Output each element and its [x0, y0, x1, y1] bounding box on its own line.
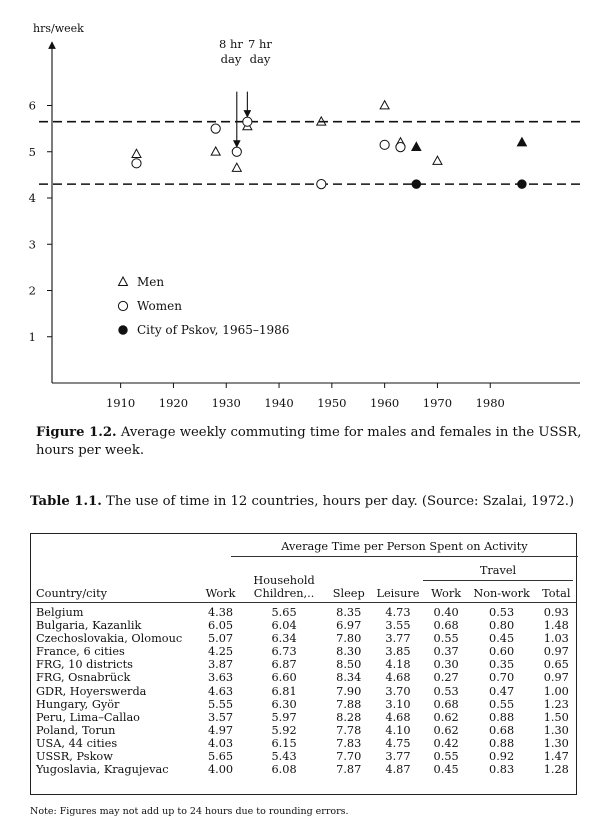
table-cell-value: 3.70	[385, 684, 411, 698]
table-cell-country: Yugoslavia, Kragujevac	[36, 763, 169, 777]
x-tick-label: 1960	[369, 396, 400, 410]
legend-pskov-marker	[119, 326, 127, 334]
pskov-men-point	[517, 138, 526, 146]
table-cell-value: 4.68	[385, 710, 411, 724]
table-cell-value: 0.93	[543, 606, 569, 619]
table-cell-value: 4.68	[385, 671, 411, 685]
table-row	[31, 603, 576, 620]
x-tick-label: 1970	[422, 396, 453, 410]
table-cell-value: 0.88	[489, 710, 515, 724]
table-cell-country: USSR, Pskow	[36, 750, 113, 764]
table-cell-value: 0.62	[433, 710, 459, 724]
table-cell-value: 3.87	[207, 658, 234, 672]
col-header-work: Work	[200, 574, 241, 603]
table-cell-value: 3.63	[207, 671, 234, 685]
table-cell-value: 0.55	[433, 632, 459, 646]
women-point	[317, 180, 326, 189]
table-cell-value: 1.03	[543, 632, 569, 646]
table-cell-value: 4.00	[207, 763, 234, 777]
table-cell-value: 5.65	[271, 606, 297, 619]
table-cell-value: 1.28	[543, 763, 569, 777]
table-cell-value: 7.70	[336, 750, 362, 764]
table-cell-value: 7.83	[336, 736, 362, 750]
table-cell-value: 0.42	[433, 736, 459, 750]
y-tick-label: 5	[28, 144, 36, 159]
table-cell-value: 0.80	[489, 619, 515, 633]
table-cell-value: 6.60	[271, 671, 297, 685]
table-cell-value: 0.68	[433, 697, 459, 711]
table-cell-value: 8.28	[336, 710, 362, 724]
table-cell-country: Poland, Torun	[36, 723, 116, 737]
annotation-8hr-line1: 8 hr	[219, 37, 243, 51]
table-cell-value: 6.87	[271, 658, 297, 672]
table-cell-value: 0.35	[489, 658, 515, 672]
annotation-7hr-line1: 7 hr	[248, 37, 272, 51]
table-cell-value: 0.45	[433, 763, 459, 777]
table-cell-country: USA, 44 cities	[36, 736, 118, 750]
legend-men-marker	[119, 277, 128, 286]
table-cell-value: 6.81	[271, 684, 297, 698]
y-tick-label: 6	[28, 98, 36, 113]
col-header-country: Country/city	[31, 574, 200, 603]
table-cell-country: Hungary, Györ	[36, 697, 120, 711]
col-header-household: Household Children,..	[241, 574, 327, 603]
table-caption	[30, 494, 586, 509]
table-cell-value: 0.37	[433, 645, 459, 659]
col-header-sleep: Sleep	[327, 574, 370, 603]
x-tick-label: 1950	[317, 396, 347, 410]
women-point	[132, 159, 141, 168]
table-cell-value: 0.60	[489, 645, 515, 659]
table-cell-value: 1.00	[543, 684, 569, 698]
table-cell-value: 0.88	[489, 736, 515, 750]
table-cell-value: 0.62	[433, 723, 459, 737]
table-cell-value: 8.30	[336, 645, 362, 659]
annotation-7hr-line2: day	[249, 52, 271, 66]
y-tick-label: 2	[28, 283, 36, 298]
table-cell-value: 0.47	[489, 684, 515, 698]
col-header-travel-total: Total	[537, 574, 576, 603]
table-cell-value: 4.75	[385, 736, 411, 750]
col-header-leisure: Leisure	[370, 574, 425, 603]
table-cell-value: 1.48	[543, 619, 569, 633]
data-points	[132, 101, 527, 189]
table-cell-value: 3.85	[385, 645, 411, 659]
table-cell-country: Peru, Lima–Callao	[36, 710, 140, 724]
table-cell-value: 3.55	[385, 619, 411, 633]
table-cell-country: Belgium	[36, 606, 84, 619]
table-cell-value: 0.40	[433, 606, 459, 619]
table-cell-value: 1.30	[543, 723, 569, 737]
table-row	[31, 685, 576, 698]
pskov-men-point	[412, 142, 421, 150]
table-cell-value: 0.65	[543, 658, 569, 672]
figure-caption-text: Average weekly commuting time for males and females in the USSR, hours per week.	[36, 425, 582, 458]
table-row	[31, 698, 576, 711]
pskov-women-point	[518, 180, 526, 188]
table-cell-value: 5.43	[271, 750, 297, 764]
table-cell-value: 7.90	[336, 684, 362, 698]
y-tick-label: 4	[28, 191, 36, 205]
table-row	[31, 737, 576, 750]
table-caption-label: Table 1.1.	[30, 494, 102, 509]
women-point	[243, 117, 252, 126]
table-cell-value: 8.34	[336, 671, 362, 685]
table-cell-value: 0.53	[489, 606, 515, 619]
table-cell-value: 0.55	[433, 750, 459, 764]
table-cell-value: 3.57	[207, 710, 234, 724]
time-use-table	[30, 533, 577, 795]
men-point	[211, 147, 220, 155]
table-row	[31, 619, 576, 632]
table-cell-value: 0.30	[433, 658, 459, 672]
table-cell-value: 0.68	[433, 619, 459, 633]
table-cell-value: 6.73	[271, 645, 297, 659]
x-tick-label: 1940	[264, 396, 294, 410]
women-point	[211, 124, 220, 133]
x-tick-label: 1980	[475, 396, 505, 410]
table-row	[31, 750, 576, 763]
table-cell-value: 0.27	[433, 671, 459, 685]
table-cell-value: 3.77	[385, 750, 411, 764]
table-cell-country: FRG, Osnabrück	[36, 671, 131, 685]
legend-women-label: Women	[137, 299, 182, 313]
legend	[118, 275, 289, 337]
table-cell-value: 0.53	[433, 684, 459, 698]
table-cell-value: 0.45	[489, 632, 515, 646]
table-cell-value: 5.55	[207, 697, 234, 711]
pskov-women-point	[412, 180, 420, 188]
table-header-row	[31, 574, 576, 603]
table-cell-country: Bulgaria, Kazanlik	[36, 619, 142, 633]
men-point	[132, 149, 141, 157]
table-note: Note: Figures may not add up to 24 hours due to rounding errors.	[30, 806, 349, 817]
table-cell-value: 4.38	[207, 606, 234, 619]
col-header-travel-nonwork: Non-work	[467, 574, 537, 603]
table-cell-value: 4.73	[385, 606, 411, 619]
table-cell-value: 6.08	[271, 763, 297, 777]
y-unit-label: hrs/week	[33, 22, 84, 35]
table-cell-value: 7.80	[336, 632, 362, 646]
table-row	[31, 724, 576, 737]
table-cell-country: France, 6 cities	[36, 645, 125, 659]
table-cell-value: 5.07	[207, 632, 234, 646]
table-cell-value: 6.04	[271, 619, 297, 633]
table-cell-value: 0.83	[489, 763, 515, 777]
men-point	[433, 156, 442, 164]
x-tick-label: 1910	[105, 396, 136, 410]
table-cell-value: 1.23	[543, 697, 569, 711]
table-cell-value: 4.87	[385, 763, 411, 777]
table-cell-value: 5.92	[271, 723, 297, 737]
table-row	[31, 711, 576, 724]
col-header-travel-work: Work	[426, 574, 467, 603]
annotation-8hr-line2: day	[220, 52, 242, 66]
legend-women-marker	[118, 301, 127, 310]
table-cell-value: 3.77	[385, 632, 411, 646]
table-cell-value: 8.35	[336, 606, 362, 619]
table-cell-country: FRG, 10 districts	[36, 658, 133, 672]
table-cell-value: 1.50	[543, 710, 569, 724]
y-tick-label: 3	[28, 237, 36, 252]
table-cell-value: 1.47	[543, 750, 569, 764]
figure-caption	[36, 424, 584, 460]
table-cell-value: 4.03	[207, 736, 234, 750]
table-travel-header: Travel	[423, 564, 573, 581]
women-point	[232, 147, 241, 156]
table-caption-text: The use of time in 12 countries, hours per day. (Source: Szalai, 1972.)	[106, 494, 575, 509]
table-cell-value: 4.63	[207, 684, 234, 698]
women-point	[380, 140, 389, 149]
table-cell-value: 3.10	[385, 697, 411, 711]
men-point	[380, 101, 389, 109]
legend-pskov-label: City of Pskov, 1965–1986	[137, 323, 290, 337]
table-row	[31, 671, 576, 684]
table-cell-value: 6.30	[271, 697, 297, 711]
table-cell-value: 0.92	[489, 750, 515, 764]
table-cell-value: 0.97	[543, 645, 569, 659]
x-tick-label: 1930	[211, 396, 241, 410]
chart-axes	[29, 42, 580, 410]
table-cell-country: Czechoslovakia, Olomouc	[36, 632, 183, 646]
table-cell-value: 5.97	[271, 710, 297, 724]
table-cell-value: 8.50	[336, 658, 362, 672]
table-cell-value: 6.15	[271, 736, 297, 750]
women-point	[396, 143, 405, 152]
table-row	[31, 645, 576, 658]
table-cell-value: 4.25	[207, 645, 234, 659]
table-cell-value: 4.97	[207, 723, 234, 737]
table-row	[31, 763, 576, 776]
table-cell-value: 7.88	[336, 697, 362, 711]
table-cell-value: 7.87	[336, 763, 362, 777]
x-tick-label: 1920	[158, 396, 189, 410]
table-row	[31, 658, 576, 671]
table-cell-value: 6.97	[336, 619, 362, 633]
table-cell-value: 0.70	[489, 671, 515, 685]
table-cell-value: 0.68	[489, 723, 515, 737]
table-cell-value: 7.78	[336, 723, 362, 737]
table-row	[31, 632, 576, 645]
figure-caption-label: Figure 1.2.	[36, 425, 117, 440]
table-body	[31, 603, 576, 777]
reference-lines	[39, 122, 583, 184]
table-cell-country: GDR, Hoyerswerda	[36, 684, 147, 698]
y-tick-label: 1	[28, 329, 36, 344]
table-cell-value: 0.97	[543, 671, 569, 685]
table-cell-value: 4.18	[385, 658, 411, 672]
men-point	[232, 163, 241, 171]
table-grid	[31, 574, 576, 776]
table-group-header: Average Time per Person Spent on Activity	[231, 540, 578, 557]
table-cell-value: 5.65	[207, 750, 234, 764]
table-cell-value: 6.05	[207, 619, 234, 633]
table-cell-value: 0.55	[489, 697, 515, 711]
legend-men-label: Men	[137, 275, 165, 289]
table-cell-value: 6.34	[271, 632, 297, 646]
table-cell-value: 4.10	[385, 723, 411, 737]
table-cell-value: 1.30	[543, 736, 569, 750]
